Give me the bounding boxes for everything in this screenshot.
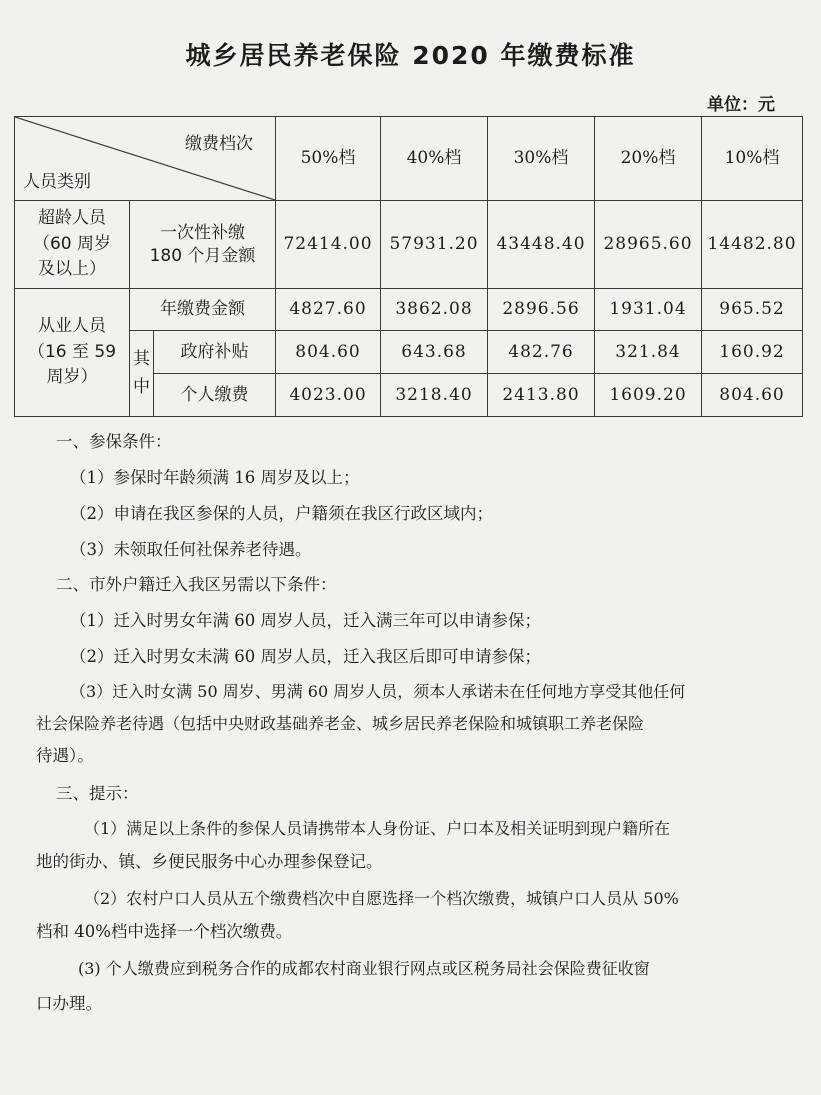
section-heading-eligibility: 一、参保条件： xyxy=(56,432,172,451)
column-header: 10%档 xyxy=(702,117,803,201)
unit-label: 单位：元 xyxy=(707,95,775,115)
paragraph-continuation: 口办理。 xyxy=(36,994,102,1013)
government-subsidy-label: 政府补贴 xyxy=(154,331,276,374)
over-age-category: 超龄人员 （60 周岁 及以上） xyxy=(15,201,130,289)
list-item: （2）迁入时男女未满 60 周岁人员，迁入我区后即可申请参保； xyxy=(70,647,541,666)
list-item-continuation: 社会保险养老待遇（包括中央财政基础养老金、城乡居民养老保险和城镇职工养老保险 xyxy=(36,714,645,733)
table-cell: 321.84 xyxy=(595,331,702,374)
list-item: （1）参保时年龄须满 16 周岁及以上； xyxy=(70,468,360,487)
table-corner-cell xyxy=(15,117,276,201)
table-cell: 965.52 xyxy=(702,289,803,331)
column-header: 30%档 xyxy=(488,117,595,201)
table-cell: 57931.20 xyxy=(381,201,488,289)
list-item: （3）未领取任何社保养老待遇。 xyxy=(70,540,312,559)
table-cell: 804.60 xyxy=(702,374,803,417)
section-heading-relocation: 二、市外户籍迁入我区另需以下条件： xyxy=(56,575,337,594)
table-cell: 4827.60 xyxy=(276,289,381,331)
paragraph: (3) 个人缴费应到税务合作的成都农村商业银行网点或区税务局社会保险费征收窗 xyxy=(78,959,650,978)
paragraph: （2）农村户口人员从五个缴费档次中自愿选择一个档次缴费，城镇户口人员从 50% xyxy=(84,889,679,908)
employed-category: 从业人员 （16 至 59 周岁） xyxy=(15,289,130,417)
table-row-over-age xyxy=(15,201,803,289)
column-header: 20%档 xyxy=(595,117,702,201)
list-item: （1）迁入时男女年满 60 周岁人员，迁入满三年可以申请参保； xyxy=(70,611,541,630)
list-item: （3）迁入时女满 50 周岁、男满 60 周岁人员，须本人承诺未在任何地方享受其他任何 xyxy=(70,682,686,701)
table-cell: 160.92 xyxy=(702,331,803,374)
paragraph-continuation: 档和 40%档中选择一个档次缴费。 xyxy=(36,922,293,941)
paragraph: （1）满足以上条件的参保人员请携带本人身份证、户口本及相关证明到现户籍所在 xyxy=(84,819,671,838)
table-cell: 72414.00 xyxy=(276,201,381,289)
section-heading-tips: 三、提示： xyxy=(56,784,139,803)
table-cell: 14482.80 xyxy=(702,201,803,289)
table-cell: 3862.08 xyxy=(381,289,488,331)
table-header-row xyxy=(15,117,803,201)
list-item-continuation: 待遇）。 xyxy=(36,746,94,765)
lump-sum-label: 一次性补缴 180 个月金额 xyxy=(130,201,276,289)
page-title: 城乡居民养老保险 2020 年缴费标准 xyxy=(185,41,636,70)
table-cell: 804.60 xyxy=(276,331,381,374)
table-cell: 43448.40 xyxy=(488,201,595,289)
column-header: 40%档 xyxy=(381,117,488,201)
list-item: （2）申请在我区参保的人员，户籍须在我区行政区域内； xyxy=(70,504,493,523)
annual-fee-label: 年缴费金额 xyxy=(130,289,276,331)
table-cell: 1609.20 xyxy=(595,374,702,417)
among-label: 其中 xyxy=(133,349,150,397)
corner-category-label: 人员类别 xyxy=(23,172,91,193)
corner-grade-label: 缴费档次 xyxy=(185,134,254,154)
table-cell: 482.76 xyxy=(488,331,595,374)
personal-payment-label: 个人缴费 xyxy=(154,374,276,417)
fee-standard-table xyxy=(14,116,803,417)
table-cell: 4023.00 xyxy=(276,374,381,417)
table-row-annual xyxy=(15,289,803,331)
table-cell: 2413.80 xyxy=(488,374,595,417)
table-cell: 2896.56 xyxy=(488,289,595,331)
table-cell: 3218.40 xyxy=(381,374,488,417)
table-row-subsidy xyxy=(15,331,803,374)
paragraph-continuation: 地的街办、镇、乡便民服务中心办理参保登记。 xyxy=(36,852,383,871)
column-header: 50%档 xyxy=(276,117,381,201)
table-cell: 28965.60 xyxy=(595,201,702,289)
table-cell: 643.68 xyxy=(381,331,488,374)
among-label-cell xyxy=(130,331,154,417)
table-cell: 1931.04 xyxy=(595,289,702,331)
